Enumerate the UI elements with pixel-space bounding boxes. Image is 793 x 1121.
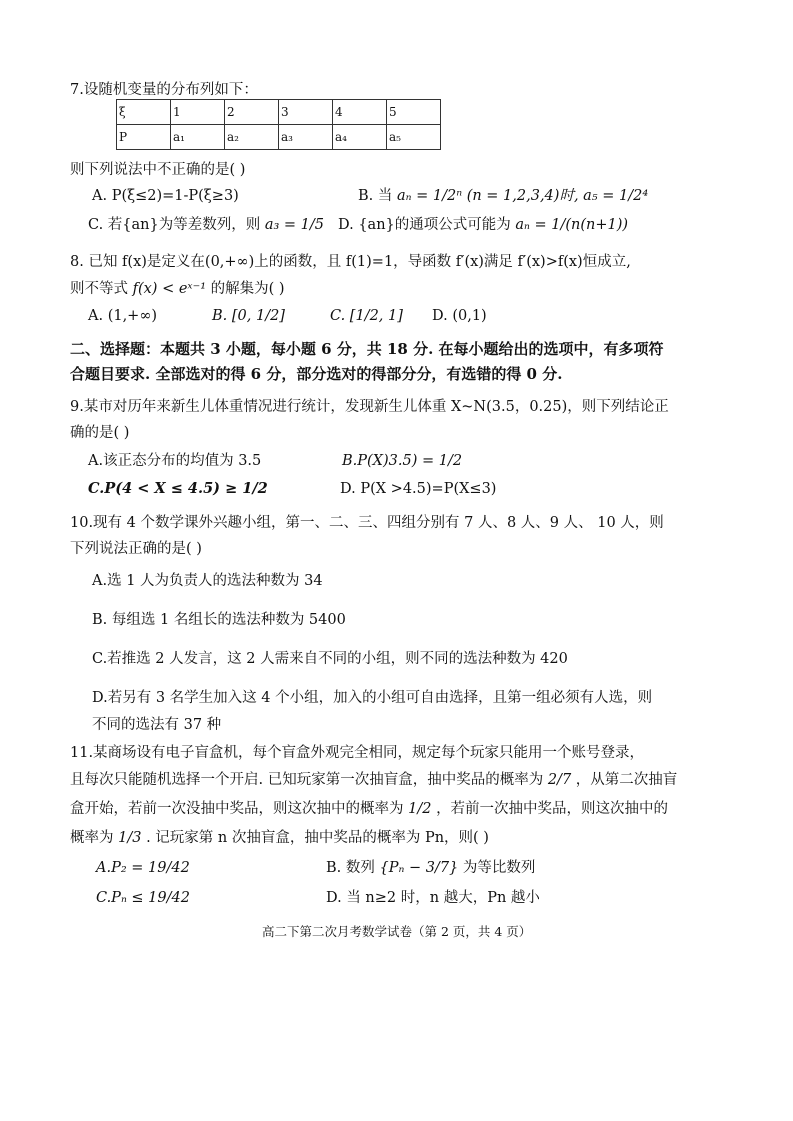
q7-option-d-math: aₙ = 1/(n(n+1)) [515, 217, 629, 233]
q10-option-b: B. 每组选 1 名组长的选法种数为 5400 [92, 612, 346, 628]
q11-line1: 11.某商场设有电子盲盒机，每个盲盒外观完全相同，规定每个玩家只能用一个账号登录， [70, 745, 645, 761]
table-cell: 1 [171, 100, 225, 125]
q7-option-c-label: C. 若{an}为等差数列，则 [88, 217, 261, 233]
q11-line2 [70, 770, 677, 790]
q11-fraction-2-7: 2/7 [547, 772, 572, 788]
section-heading-line2: 合题目要求. 全部选对的得 6 分，部分选对的得部分分，有选错的得 0 分. [70, 365, 563, 383]
q11-line2-post: ，从第二次抽盲 [575, 772, 678, 788]
table-cell: a₄ [333, 125, 387, 150]
q11-option-c: C.Pₙ ≤ 19/42 [96, 890, 190, 906]
q9-option-d: D. P(X >4.5)=P(X≤3) [340, 481, 497, 497]
q8-line2-pre: 则不等式 [70, 281, 128, 297]
q9-option-a: A.该正态分布的均值为 3.5 [88, 453, 262, 469]
q8-line2 [70, 279, 285, 299]
q9-line1: 9.某市对历年来新生儿体重情况进行统计，发现新生儿体重 X~N(3.5，0.25)，则下列结论正 [70, 399, 669, 415]
q11-line4 [70, 828, 489, 848]
q7-option-d [338, 215, 628, 235]
q8-option-c: C. [1/2, 1] [330, 308, 403, 324]
q11-line4-pre: 概率为 [70, 830, 114, 846]
q7-option-b-math: aₙ = 1/2ⁿ (n = 1,2,3,4)时, a₅ = 1/2⁴ [396, 188, 649, 204]
table-cell: ξ [117, 100, 171, 125]
q10-option-c: C.若推选 2 人发言，这 2 人需来自不同的小组，则不同的选法种数为 420 [92, 651, 568, 667]
q10-line1: 10.现有 4 个数学课外兴趣小组，第一、二、三、四组分别有 7 人、8 人、9 人、 10 人，则 [70, 515, 664, 531]
q7-option-a: A. P(ξ≤2)=1-P(ξ≥3) [92, 188, 239, 204]
table-cell: P [117, 125, 171, 150]
table-cell: a₂ [225, 125, 279, 150]
q11-option-d: D. 当 n≥2 时，n 越大，Pn 越小 [326, 890, 540, 906]
q8-option-b: B. [0, 1/2] [212, 308, 285, 324]
page-footer: 高二下第二次月考数学试卷（第 2 页，共 4 页） [262, 924, 532, 939]
q11-option-b-label: B. 数列 [326, 860, 375, 876]
q11-line3-pre: 盒开始，若前一次没抽中奖品，则这次抽中的概率为 [70, 801, 404, 817]
q11-line4-post: . 记玩家第 n 次抽盲盒，抽中奖品的概率为 Pn，则( ) [146, 830, 489, 846]
q8-line1: 8. 已知 f(x)是定义在(0,+∞)上的函数，且 f(1)=1，导函数 f′(x)满足 f′(x)>f(x)恒成立, [70, 254, 631, 270]
q10-option-a: A.选 1 人为负责人的选法种数为 34 [92, 573, 323, 589]
q9-line2: 确的是( ) [70, 425, 130, 441]
table-cell: 4 [333, 100, 387, 125]
q8-option-d: D. (0,1) [432, 308, 487, 324]
table-row [117, 125, 441, 150]
q7-option-c-math: a₃ = 1/5 [264, 217, 325, 233]
q8-inequality: f(x) < eˣ⁻¹ [132, 281, 207, 297]
q7-option-b-label: B. 当 [358, 188, 393, 204]
q7-option-c [88, 215, 324, 235]
q10-option-d-line2: 不同的选法有 37 种 [92, 717, 222, 733]
table-cell: a₅ [387, 125, 441, 150]
q11-fraction-1-3: 1/3 [118, 830, 142, 846]
q11-line3-post: ，若前一次抽中奖品，则这次抽中的 [436, 801, 669, 817]
q8-line2-post: 的解集为( ) [210, 281, 285, 297]
q7-prompt: 则下列说法中不正确的是( ) [70, 162, 246, 178]
q11-option-b [326, 858, 535, 878]
q11-line2-pre: 且每次只能随机选择一个开启. 已知玩家第一次抽盲盒，抽中奖品的概率为 [70, 772, 544, 788]
q7-stem: 7.设随机变量的分布列如下： [70, 82, 258, 98]
table-row [117, 100, 441, 125]
table-cell: a₃ [279, 125, 333, 150]
q10-option-d-line1: D.若另有 3 名学生加入这 4 个小组，加入的小组可自由选择，且第一组必须有人选，则 [92, 690, 653, 706]
table-cell: 5 [387, 100, 441, 125]
q11-option-b-post: 为等比数列 [462, 860, 536, 876]
q7-option-b [358, 186, 648, 206]
q10-line2: 下列说法正确的是( ) [70, 541, 202, 557]
section-heading-line1: 二、选择题：本题共 3 小题，每小题 6 分，共 18 分. 在每小题给出的选项中，有多项符 [70, 340, 664, 358]
q9-option-c: C.P(4 < X ≤ 4.5) ≥ 1/2 [88, 480, 268, 497]
table-cell: 2 [225, 100, 279, 125]
q11-line3 [70, 799, 668, 819]
q8-option-a: A. (1,+∞) [88, 308, 158, 324]
q7-option-d-label: D. {an}的通项公式可能为 [338, 217, 511, 233]
distribution-table [116, 99, 441, 150]
table-cell: 3 [279, 100, 333, 125]
table-cell: a₁ [171, 125, 225, 150]
q9-option-b: B.P(X)3.5) = 1/2 [342, 453, 463, 469]
q11-option-b-math: {Pₙ − 3/7} [379, 860, 459, 876]
q11-option-a: A.P₂ = 19/42 [96, 860, 190, 876]
q11-fraction-1-2: 1/2 [408, 801, 432, 817]
